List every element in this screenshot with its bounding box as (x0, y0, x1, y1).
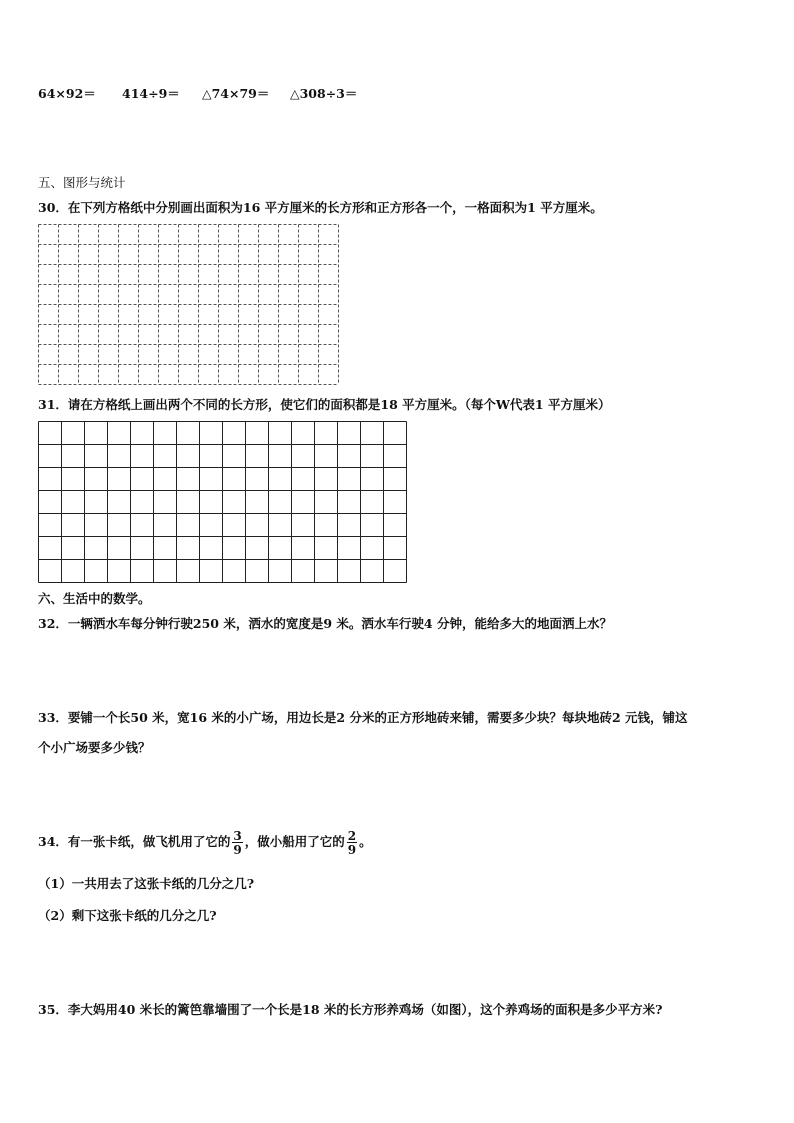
fraction-numerator: 3 (233, 828, 242, 843)
calc-row (38, 84, 378, 100)
question-34-mid: ，做小船用了它的 (244, 834, 345, 849)
calc-item: △74×79＝ (202, 86, 270, 101)
solid-grid[interactable] (38, 421, 408, 583)
calc-item: 414÷9＝ (122, 86, 180, 101)
question-34-pre: 34．有一张卡纸，做飞机用了它的 (38, 834, 231, 849)
calc-item: △308÷3＝ (290, 86, 358, 101)
question-33-line1: 33．要铺一个长50 米，宽16 米的小广场，用边长是2 分米的正方形地砖来铺，需要多少块？每块地砖2 元钱，铺这 (38, 710, 688, 725)
question-34-sub1: （1）一共用去了这张卡纸的几分之几? (38, 876, 255, 891)
calc-item: 64×92＝ (38, 86, 96, 101)
question-35: 35．李大妈用40 米长的篱笆靠墙围了一个长是18 米的长方形养鸡场（如图），这个养鸡场的面积是多少平方米? (38, 1002, 663, 1017)
fraction-denominator: 9 (347, 842, 357, 857)
dashed-grid[interactable] (38, 224, 339, 385)
question-33-line2: 个小广场要多少钱？ (38, 740, 151, 755)
section-6-title: 六、生活中的数学。 (38, 591, 151, 606)
question-32: 32．一辆洒水车每分钟行驶250 米，洒水的宽度是9 米。洒水车行驶4 分钟，能给多大的地面洒上水？ (38, 616, 612, 631)
fraction-numerator: 2 (347, 828, 357, 843)
question-34-sub2: （2）剩下这张卡纸的几分之几? (38, 908, 217, 923)
fraction-denominator: 9 (233, 842, 242, 857)
fraction-three-ninths (232, 830, 242, 856)
question-31: 31．请在方格纸上画出两个不同的长方形，使它们的面积都是18 平方厘米。（每个W代表1 平方厘米） (38, 397, 611, 412)
question-30: 30．在下列方格纸中分别画出面积为16 平方厘米的长方形和正方形各一个，一格面积为1 平方厘米。 (38, 200, 603, 215)
question-34 (38, 829, 372, 856)
section-5-title: 五、图形与统计 (38, 175, 126, 190)
fraction-two-ninths (347, 830, 357, 856)
question-34-post: 。 (359, 834, 372, 849)
